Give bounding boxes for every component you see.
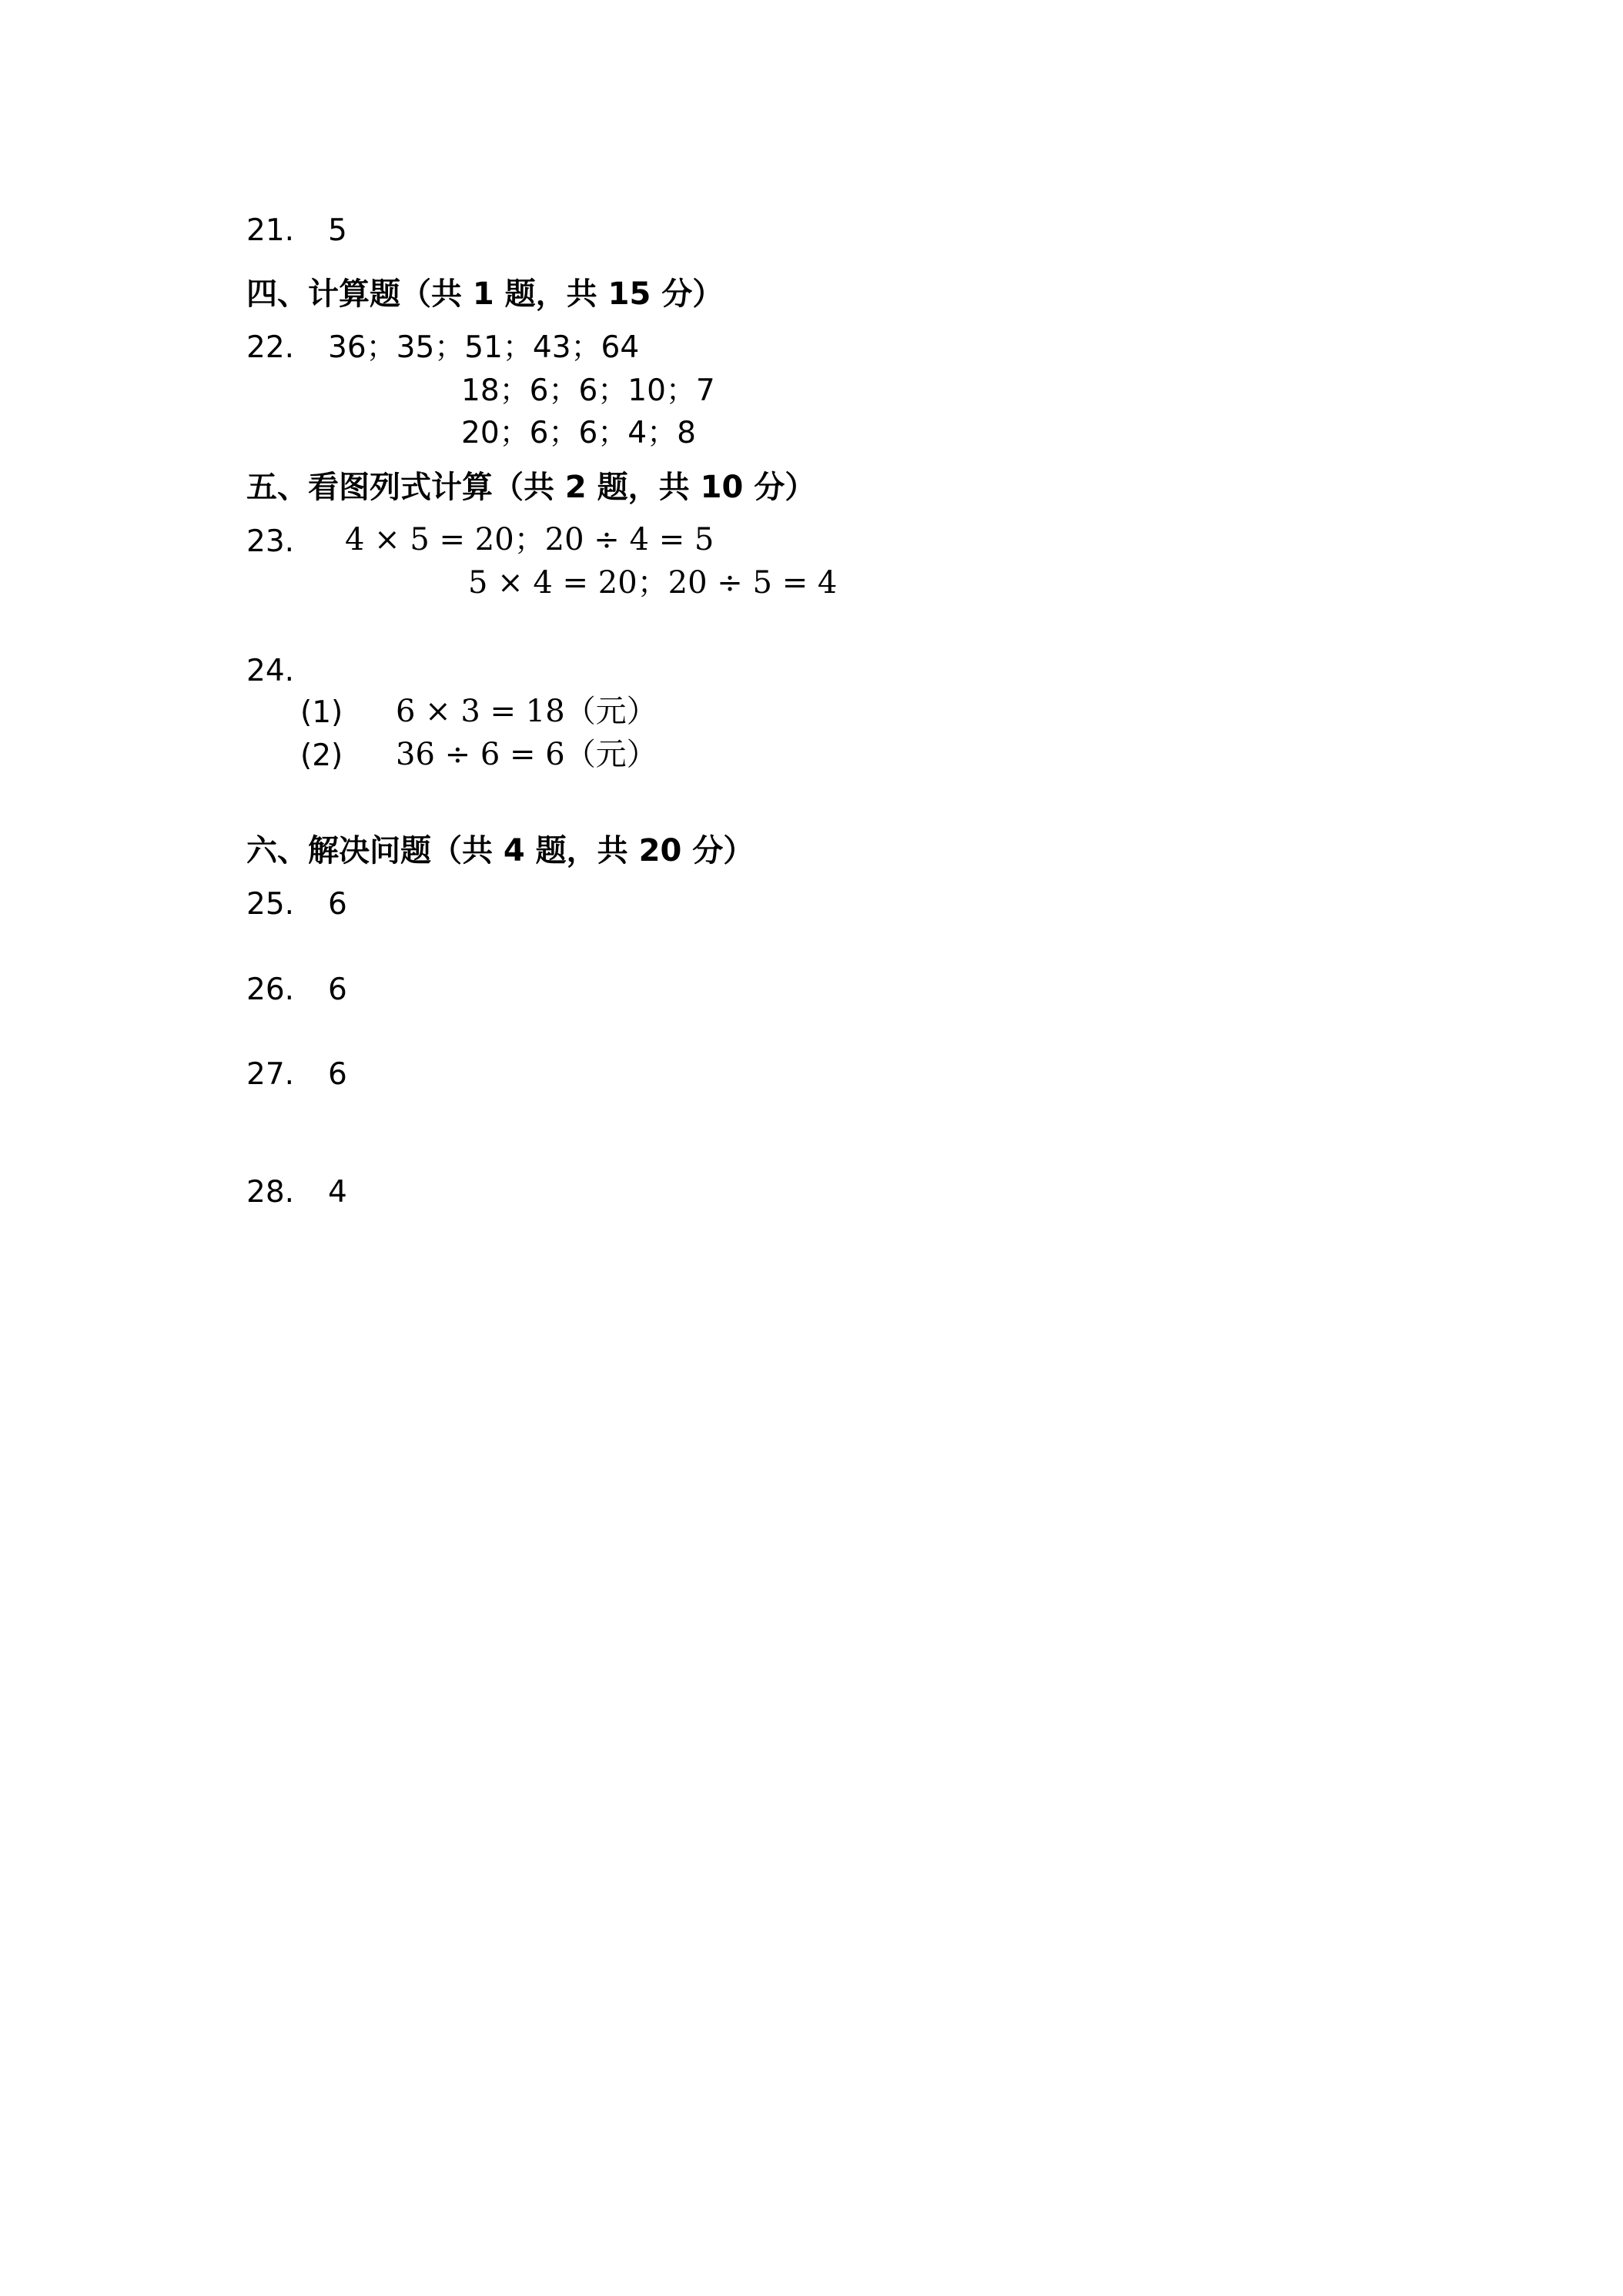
question-28-number: 28. — [246, 1175, 295, 1210]
answer-24-1: 6 × 3 = 18（元） — [396, 694, 658, 729]
section-heading-5: 五、看图列式计算（共 2 题，共 10 分） — [246, 470, 816, 505]
question-22-number: 22. — [246, 330, 295, 365]
answer-28: 4 — [328, 1175, 347, 1210]
answer-21: 5 — [328, 213, 347, 248]
sub-question-2-label: (2) — [300, 738, 343, 773]
question-number: 21. — [246, 213, 295, 248]
answer-23-line-1: 4 × 5 = 20；20 ÷ 4 = 5 — [345, 522, 714, 557]
answer-24-2: 36 ÷ 6 = 6（元） — [396, 737, 658, 772]
answer-22-line-2: 18；6；6；10；7 — [461, 373, 715, 408]
section-heading-6: 六、解决问题（共 4 题，共 20 分） — [246, 833, 755, 869]
answer-23-line-2: 5 × 4 = 20；20 ÷ 5 = 4 — [468, 565, 838, 601]
answer-25: 6 — [328, 887, 347, 922]
sub-question-1-label: (1) — [300, 695, 343, 730]
section-heading-4: 四、计算题（共 1 题，共 15 分） — [246, 276, 724, 312]
question-26-number: 26. — [246, 972, 295, 1007]
question-25-number: 25. — [246, 887, 295, 922]
question-23-number: 23. — [246, 524, 295, 559]
answer-22-line-3: 20；6；6；4；8 — [461, 416, 696, 450]
answer-27: 6 — [328, 1057, 347, 1092]
question-24-number: 24. — [246, 654, 295, 688]
question-27-number: 27. — [246, 1057, 295, 1092]
question-21 — [246, 213, 295, 248]
answer-26: 6 — [328, 972, 347, 1007]
answer-22-line-1: 36；35；51；43；64 — [328, 330, 640, 365]
